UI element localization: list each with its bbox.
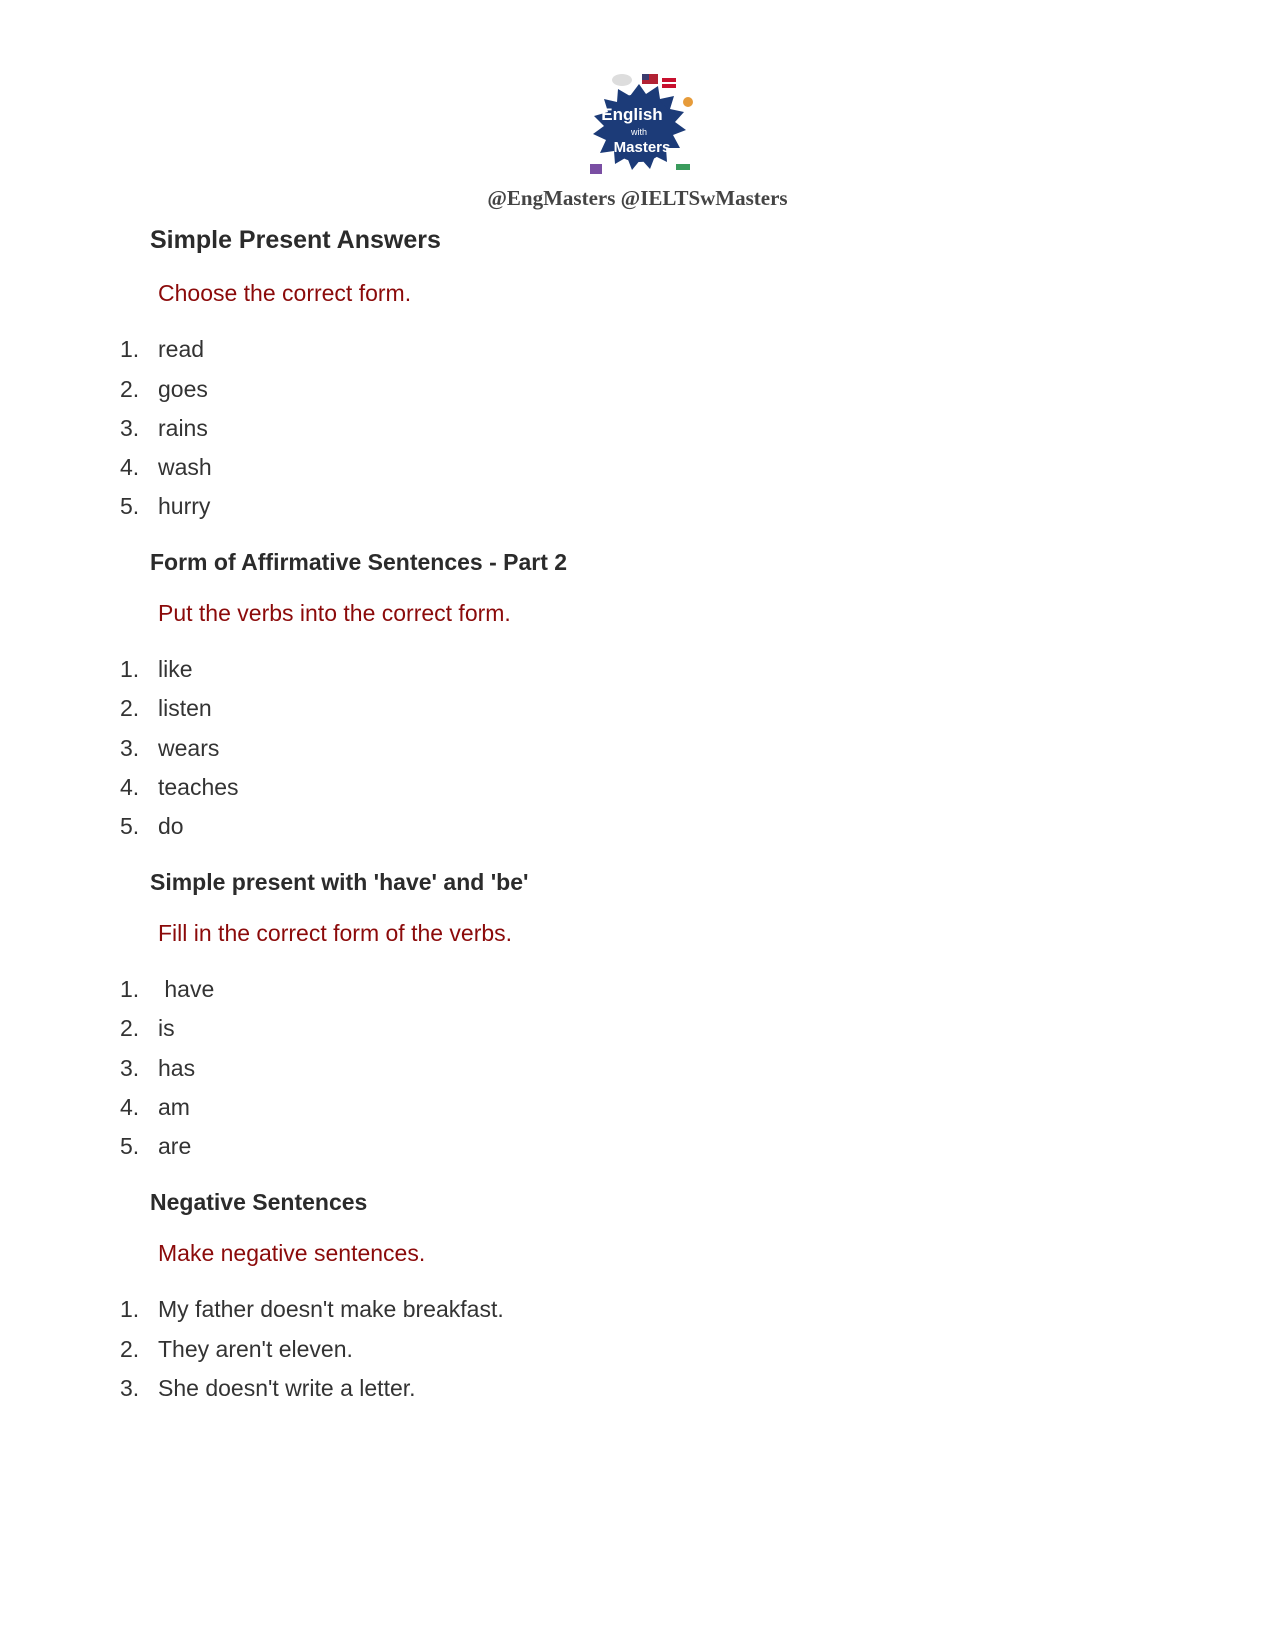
- item-answer: are: [158, 1133, 192, 1159]
- list-item: [0, 1133, 900, 1163]
- item-number: 4.: [120, 454, 140, 480]
- item-answer: wash: [158, 454, 212, 480]
- list-item: [0, 493, 900, 523]
- list-item: [0, 336, 900, 366]
- list-item: [0, 1296, 900, 1326]
- item-answer: read: [158, 336, 205, 362]
- item-answer: is: [158, 1015, 175, 1041]
- item-number: 2.: [120, 1336, 140, 1362]
- list-item: [0, 695, 900, 725]
- list-item: [0, 1094, 900, 1124]
- item-answer: My father doesn't make breakfast.: [158, 1296, 504, 1322]
- item-number: 5.: [120, 493, 140, 519]
- list-item: [0, 1055, 900, 1085]
- item-number: 1.: [120, 336, 140, 362]
- section-instruction: Fill in the correct form of the verbs.: [158, 920, 513, 946]
- item-number: 1.: [120, 656, 140, 682]
- item-answer: rains: [158, 415, 208, 441]
- item-number: 1.: [120, 1296, 140, 1322]
- list-item: [0, 376, 900, 406]
- item-number: 3.: [120, 1055, 140, 1081]
- section-instruction: Put the verbs into the correct form.: [158, 600, 511, 626]
- item-number: 3.: [120, 735, 140, 761]
- section-instruction: Choose the correct form.: [158, 280, 412, 306]
- section-title: Form of Affirmative Sentences - Part 2: [150, 549, 568, 575]
- item-number: 5.: [120, 1133, 140, 1159]
- section-title: Negative Sentences: [150, 1189, 368, 1215]
- english-with-masters-logo: [572, 72, 706, 184]
- item-answer: do: [158, 813, 184, 839]
- list-item: [0, 735, 900, 765]
- list-item: [0, 1015, 900, 1045]
- item-answer: has: [158, 1055, 196, 1081]
- item-number: 2.: [120, 695, 140, 721]
- item-answer: listen: [158, 695, 212, 721]
- item-number: 3.: [120, 415, 140, 441]
- item-answer: They aren't eleven.: [158, 1336, 353, 1362]
- section-instruction: Make negative sentences.: [158, 1240, 426, 1266]
- list-item: [0, 454, 900, 484]
- item-number: 3.: [120, 1375, 140, 1401]
- section-title: Simple Present Answers: [150, 226, 441, 254]
- logo-text-with: with: [630, 127, 648, 137]
- item-number: 4.: [120, 1094, 140, 1120]
- item-answer: hurry: [158, 493, 211, 519]
- logo-text-masters: Masters: [613, 139, 671, 156]
- item-answer: like: [158, 656, 193, 682]
- item-answer: wears: [158, 735, 220, 761]
- item-answer: have: [158, 976, 215, 1002]
- list-item: [0, 1336, 900, 1366]
- item-number: 5.: [120, 813, 140, 839]
- item-number: 2.: [120, 376, 140, 402]
- item-number: 2.: [120, 1015, 140, 1041]
- list-item: [0, 976, 900, 1006]
- list-item: [0, 1375, 900, 1405]
- list-item: [0, 813, 900, 843]
- item-number: 1.: [120, 976, 140, 1002]
- section-title: Simple present with 'have' and 'be': [150, 869, 529, 895]
- list-item: [0, 656, 900, 686]
- item-number: 4.: [120, 774, 140, 800]
- list-item: [0, 415, 900, 445]
- item-answer: goes: [158, 376, 208, 402]
- logo-text-english: English: [601, 105, 663, 124]
- list-item: [0, 774, 900, 804]
- item-answer: am: [158, 1094, 190, 1120]
- item-answer: teaches: [158, 774, 239, 800]
- item-answer: She doesn't write a letter.: [158, 1375, 416, 1401]
- social-handles: @EngMasters @IELTSwMasters: [487, 186, 788, 210]
